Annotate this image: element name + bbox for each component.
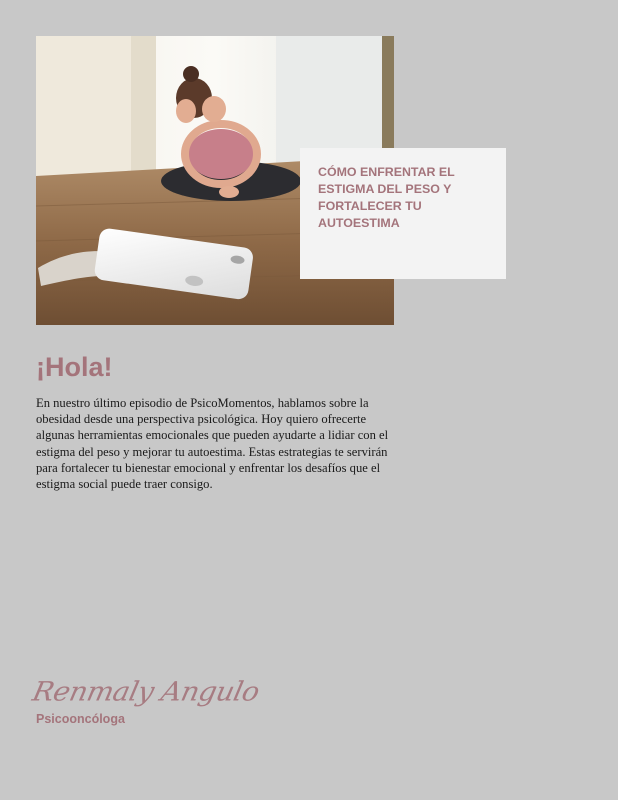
- article-title: CÓMO ENFRENTAR EL ESTIGMA DEL PESO Y FORTALECER TU AUTOESTIMA: [318, 165, 455, 230]
- article-title-card: [300, 148, 506, 279]
- greeting-heading: ¡Hola!: [36, 352, 113, 382]
- author-signature: Renmaly Angulo: [29, 675, 263, 708]
- article-body: En nuestro último episodio de PsicoMomentos, hablamos sobre la obesidad desde una perspectiva psicológica. Hoy quiero ofrecerte algunas herramientas emocionales que pueden ayudarte a lidiar con el estigma del peso y mejorar tu autoestima. Estas estrategias te servirán para fortalecer tu bienestar emocional y enfrentar los desafíos que el estigma social puede traer consigo.: [36, 396, 389, 492]
- author-role: Psicooncóloga: [36, 712, 125, 726]
